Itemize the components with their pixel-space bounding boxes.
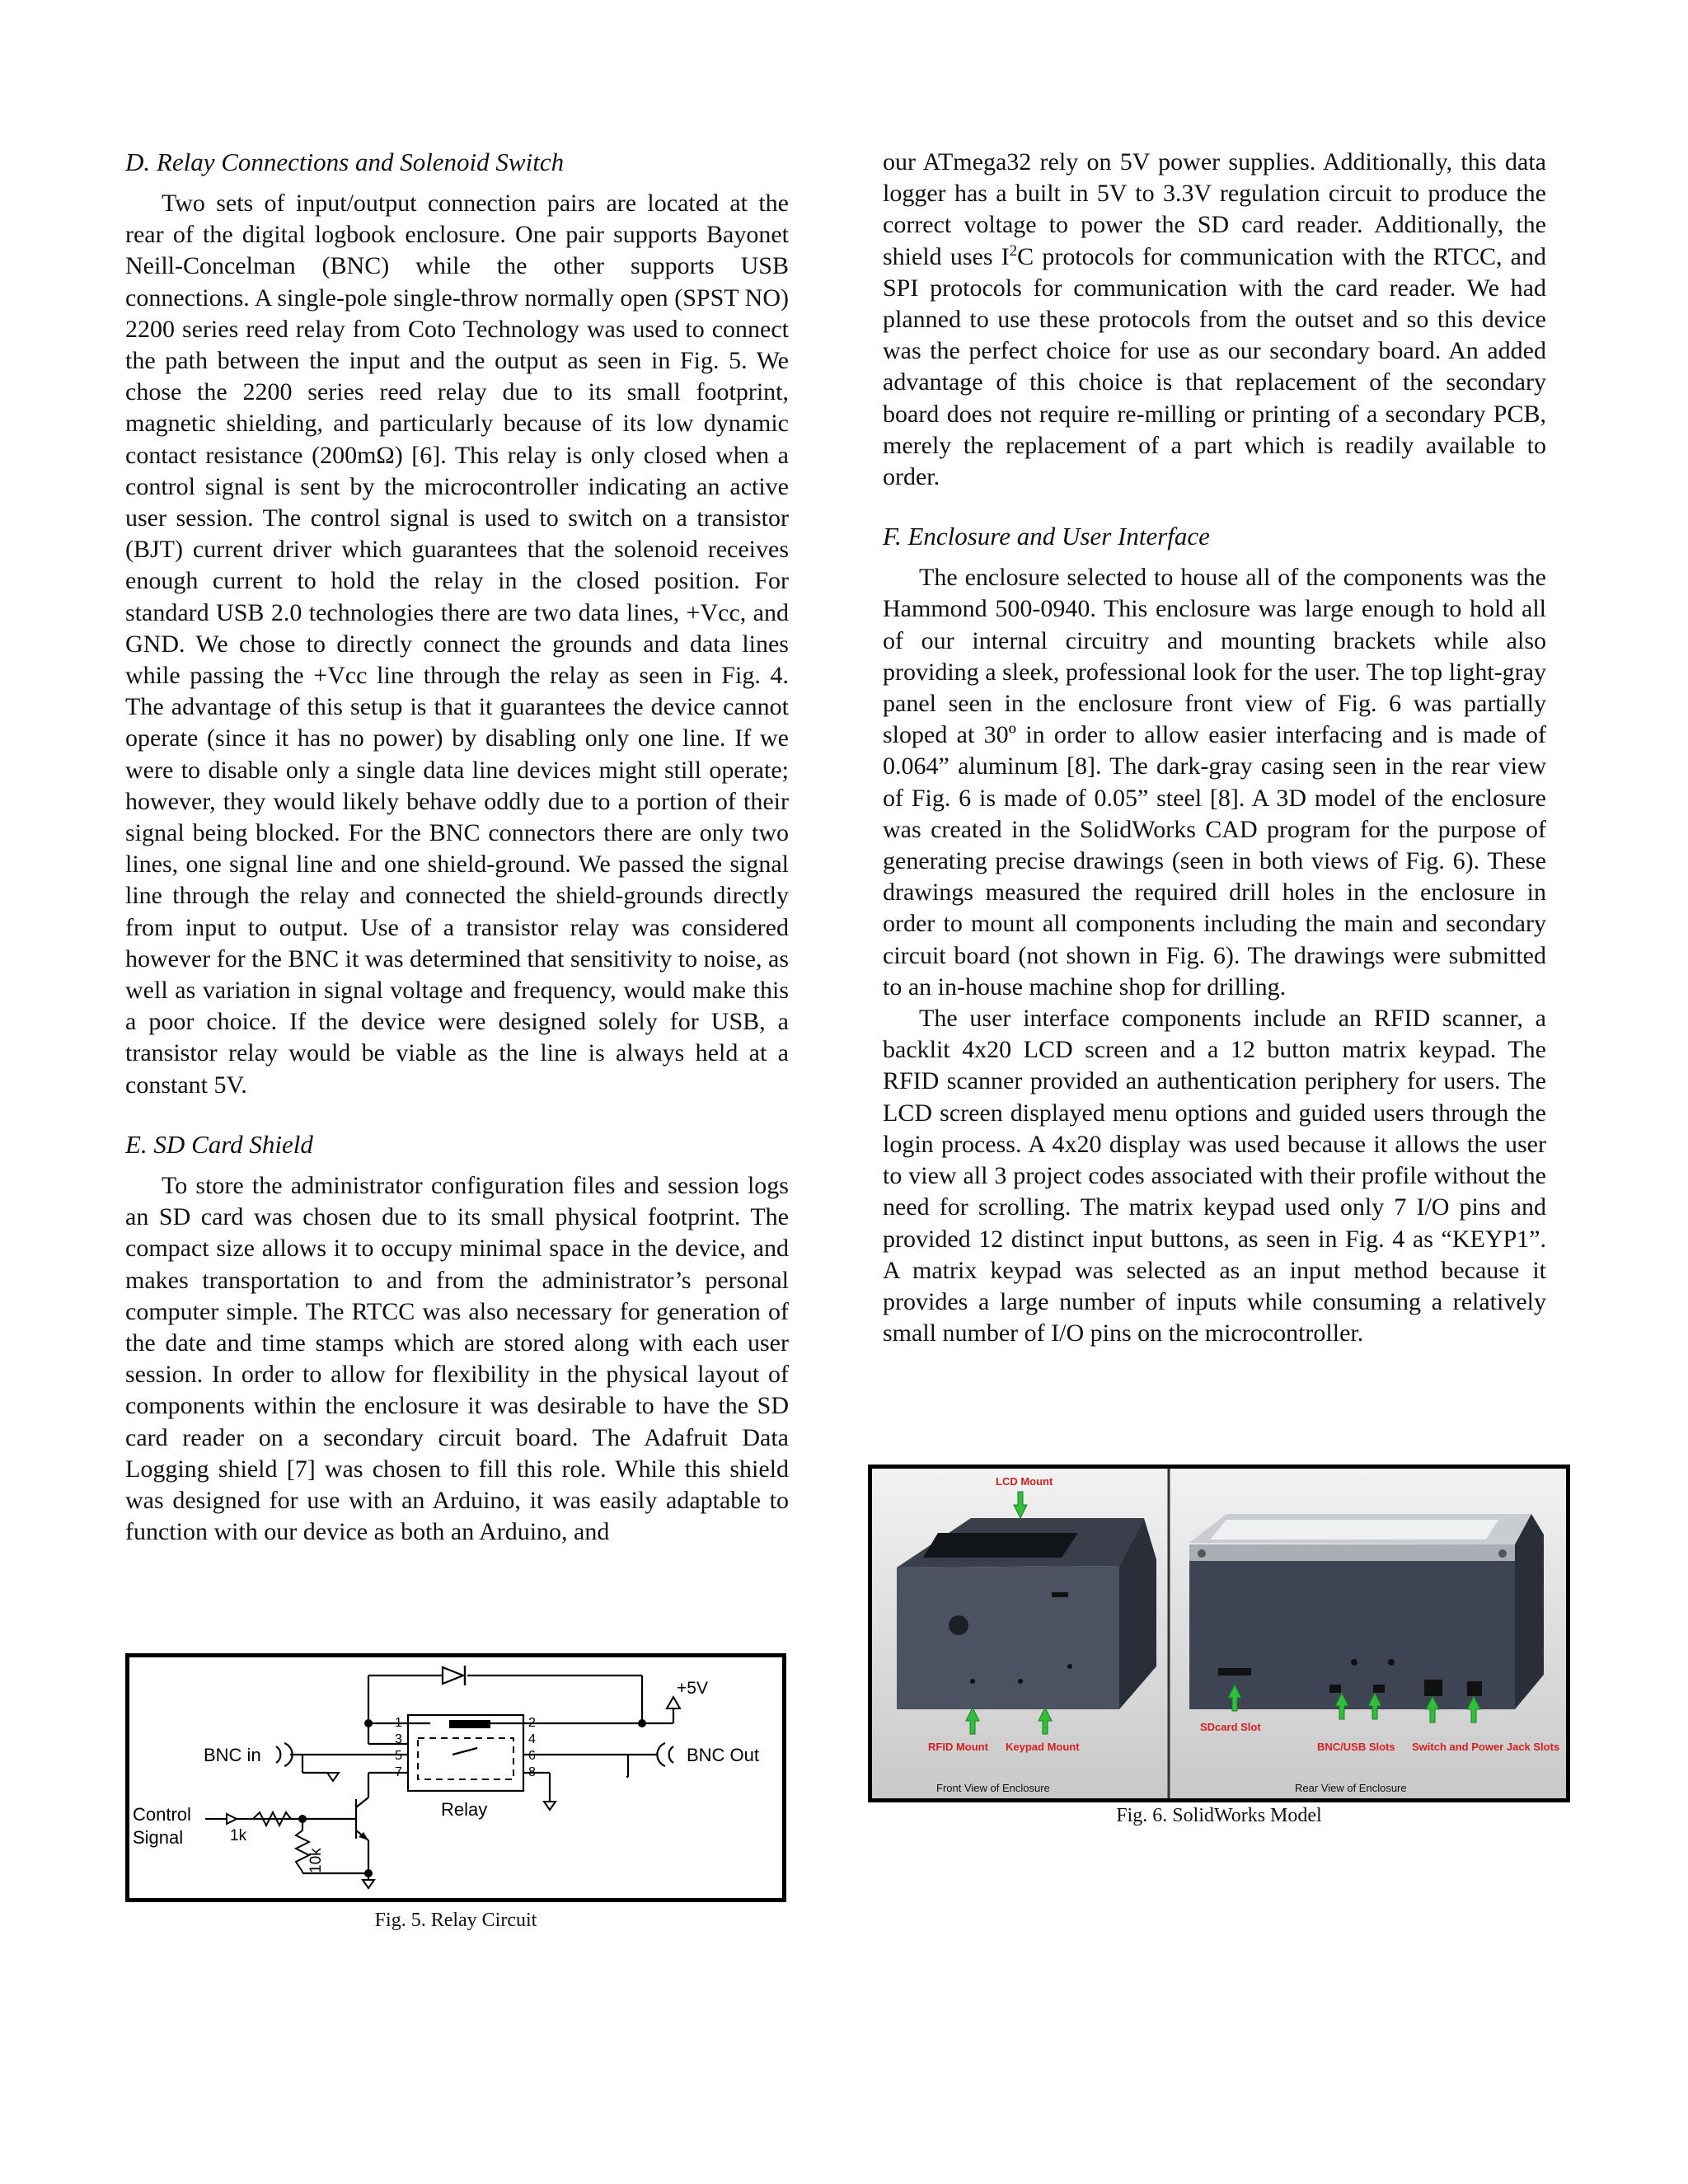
front-enclosure: [897, 1518, 1156, 1709]
continuation-part1: our ATmega32 rely on 5V power supplies. Additionally, this data logger has a built in 5V to 3.3V regulation circuit to produce the correct voltage to power the SD card reader. Additionally, the shield uses I: [883, 148, 1546, 270]
plus5v-label: +5V: [677, 1679, 708, 1698]
signal-label: Signal: [133, 1827, 184, 1848]
sdcard-slot-label: SDcard Slot: [1200, 1721, 1261, 1733]
switch-power-slots-label: Switch and Power Jack Slots: [1412, 1741, 1560, 1753]
bnc-in-label: BNC in: [204, 1745, 261, 1765]
section-d-paragraph: Two sets of input/output connection pairs are located at the rear of the digital logbook enclosure. One pair supports Bayonet Neill-Concelman (BNC) while the other supports USB connections. A single-pole single-throw normally open (SPST NO) 2200 series reed relay from Coto Technology was used to connect the path between the input and the output as seen in Fig. 5. We chose the 2200 series reed relay due to its small footprint, magnetic shielding, and particularly because of its low dynamic contact resistance (200mΩ) [6]. This relay is only closed when a control signal is sent by the microcontroller indicating an active user session. The control signal is used to switch on a transistor (BJT) current driver which guarantees that the solenoid receives enough current to hold the relay in the closed position. For standard USB 2.0 technologies there are two data lines, +Vcc, and GND. We chose to directly connect the grounds and data lines while passing the +Vcc line through the relay as seen in Fig. 4. The advantage of this setup is that it guarantees the device cannot operate (since it has no power) by disabling only one line. If we were to disable only a single data line devices might still operate; however, they would likely behave oddly due to a portion of their signal being blocked. For the BNC connectors there are only two lines, one signal line and one shield-ground. We passed the signal line through the relay and connected the shield-grounds directly from input to output. Use of a transistor relay was considered however for the BNC it was determined that sensitivity to noise, as well as variation in signal voltage and frequency, would make this a poor choice. If the device were designed solely for USB, a transistor relay would be viable as the line is always held at a constant 5V.: [125, 190, 789, 1099]
section-e-continuation: [883, 147, 1546, 493]
bnc-usb-slots-label: BNC/USB Slots: [1317, 1741, 1395, 1753]
pin-3: 3: [395, 1732, 402, 1746]
section-f-paragraph-1: The enclosure selected to house all of the components was the Hammond 500-0940. This enclosure was large enough to hold all of our internal circuitry and mounting brackets while also providing a sleek, professional look for the user. The top light-gray panel seen in the enclosure front view of Fig. 6 was partially sloped at 30º in order to allow easier interfacing and is made of 0.064” aluminum [8]. The dark-gray casing seen in the rear view of Fig. 6 is made of 0.05” steel [8]. A 3D model of the enclosure was created in the SolidWorks CAD program for the purpose of generating precise drawings (seen in both views of Fig. 6). These drawings measured the required drill holes in the enclosure in order to mount all components including the main and secondary circuit board (not shown in Fig. 6). The drawings were submitted to an in-house machine shop for drilling.: [883, 564, 1546, 1001]
pin-4: 4: [528, 1732, 536, 1746]
figure-5-caption: Fig. 5. Relay Circuit: [374, 1910, 537, 1931]
pin-6: 6: [528, 1749, 536, 1763]
solidworks-diagram: [872, 1469, 1566, 1798]
relay-label: Relay: [441, 1799, 488, 1820]
pin-5: 5: [395, 1749, 402, 1763]
pin-8: 8: [528, 1765, 536, 1779]
front-view-title: Front View of Enclosure: [936, 1782, 1050, 1794]
figure-5-relay-circuit: [125, 1653, 786, 1902]
resistor-10k-label: 10k: [307, 1848, 325, 1873]
section-e-paragraph: To store the administrator configuration files and session logs an SD card was chosen due to its small physical footprint. The compact size allows it to occupy minimal space in the device, and makes transportation to and from the administrator’s personal computer simple. The RTCC was also necessary for generation of the date and time stamps which are stored along with each user session. In order to allow for flexibility in the physical layout of components within the enclosure it was desirable to have the SD card reader on a secondary circuit board. The Adafruit Data Logging shield [7] was chosen to fill this role. While this shield was designed for use with an Arduino, it was easily adaptable to function with our device as both an Arduino, and: [125, 1171, 789, 1546]
figure-6-solidworks-model: [868, 1465, 1570, 1802]
section-f-paragraph-2: The user interface components include an RFID scanner, a backlit 4x20 LCD screen and a 12 button matrix keypad. The RFID scanner provided an authentication periphery for users. The LCD screen displayed menu options and guided users through the login process. A 4x20 display was used because it allows the user to view all 3 project codes associated with their profile without the need for scrolling. The matrix keypad used only 7 I/O pins and provided 12 distinct input buttons, as seen in Fig. 4 as “KEYP1”. A matrix keypad was selected as an input method because it provides a large number of inputs while consuming a relatively small number of I/O pins on the microcontroller.: [883, 1005, 1546, 1347]
control-label: Control: [133, 1804, 191, 1825]
relay-circuit-diagram: [129, 1657, 782, 1898]
resistor-1k-label: 1k: [230, 1827, 247, 1844]
section-e-heading: E. SD Card Shield: [125, 1129, 313, 1159]
lcd-mount-label: LCD Mount: [996, 1475, 1053, 1488]
section-f-heading: F. Enclosure and User Interface: [883, 522, 1210, 551]
continuation-part2: C protocols for communication with the RTCC, and SPI protocols for communication with the card reader. We had planned to use these protocols from the outset and so this device was the perfect choice for use as our secondary board. An added advantage of this choice is that replacement of the secondary board does not require re-milling or printing of a secondary PCB, merely the replacement of a part which is readily available to order.: [883, 242, 1546, 491]
rfid-mount-label: RFID Mount: [928, 1741, 988, 1753]
left-column: [125, 147, 789, 1548]
figure-6-caption: Fig. 6. SolidWorks Model: [1116, 1805, 1322, 1826]
pin-7: 7: [395, 1765, 402, 1779]
pin-1: 1: [395, 1716, 402, 1730]
superscript-2: 2: [1009, 241, 1018, 260]
bnc-out-label: BNC Out: [687, 1745, 760, 1765]
pin-2: 2: [528, 1716, 536, 1730]
keypad-mount-label: Keypad Mount: [1006, 1741, 1080, 1753]
section-d-heading: D. Relay Connections and Solenoid Switch: [125, 148, 565, 176]
rear-view-title: Rear View of Enclosure: [1295, 1782, 1407, 1794]
right-column: [883, 147, 1546, 1349]
